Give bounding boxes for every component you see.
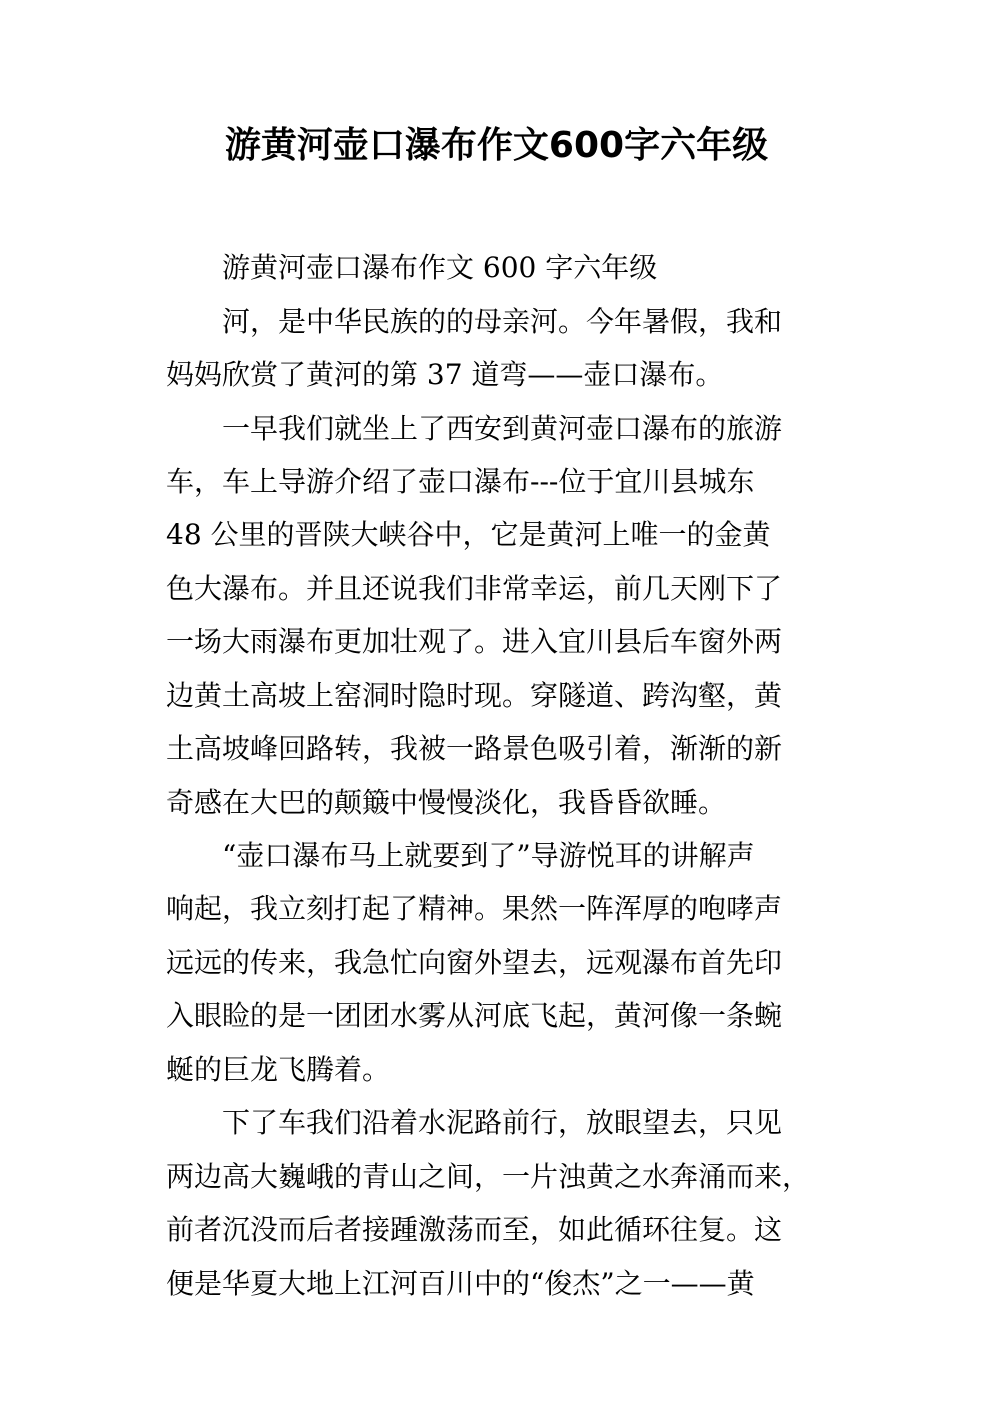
paragraph-line: 48 公里的晋陕大峡谷中，它是黄河上唯一的金黄: [166, 518, 771, 551]
paragraph-line: “壶口瀑布马上就要到了”导游悦耳的讲解声: [222, 839, 755, 872]
document-title: 游黄河壶口瀑布作文600字六年级: [224, 125, 769, 166]
paragraph-line: 色大瀑布。并且还说我们非常幸运，前几天刚下了: [166, 572, 783, 605]
paragraph-line: 入眼睑的是一团团水雾从河底飞起，黄河像一条蜿: [166, 999, 783, 1032]
paragraph-line: 前者沉没而后者接踵激荡而至，如此循环往复。这: [166, 1213, 783, 1246]
paragraph-line: 一场大雨瀑布更加壮观了。进入宜川县后车窗外两: [166, 625, 783, 658]
paragraph-line: 一早我们就坐上了西安到黄河壶口瀑布的旅游: [222, 412, 783, 445]
paragraph-line: 两边高大巍峨的青山之间，一片浊黄之水奔涌而来，: [166, 1160, 811, 1193]
paragraph-line: 奇感在大巴的颠簸中慢慢淡化，我昏昏欲睡。: [166, 786, 727, 819]
paragraph-line: 边黄土高坡上窑洞时隐时现。穿隧道、跨沟壑，黄: [166, 679, 783, 712]
paragraph-line: 河，是中华民族的的母亲河。今年暑假，我和: [222, 305, 783, 338]
paragraph-line: 妈妈欣赏了黄河的第 37 道弯——壶口瀑布。: [166, 358, 724, 391]
paragraph-line: 车，车上导游介绍了壶口瀑布---位于宜川县城东: [166, 465, 755, 498]
paragraph-line: 远远的传来，我急忙向窗外望去，远观瀑布首先印: [166, 946, 783, 979]
paragraph-line: 土高坡峰回路转，我被一路景色吸引着，渐渐的新: [166, 732, 783, 765]
paragraph-line: 游黄河壶口瀑布作文 600 字六年级: [222, 251, 658, 284]
paragraph-line: 响起，我立刻打起了精神。果然一阵浑厚的咆哮声: [166, 892, 783, 925]
paragraph-line: 蜒的巨龙飞腾着。: [166, 1053, 391, 1086]
paragraph-line: 便是华夏大地上江河百川中的“俊杰”之一——黄: [166, 1267, 755, 1300]
paragraph-line: 下了车我们沿着水泥路前行，放眼望去，只见: [222, 1106, 783, 1139]
